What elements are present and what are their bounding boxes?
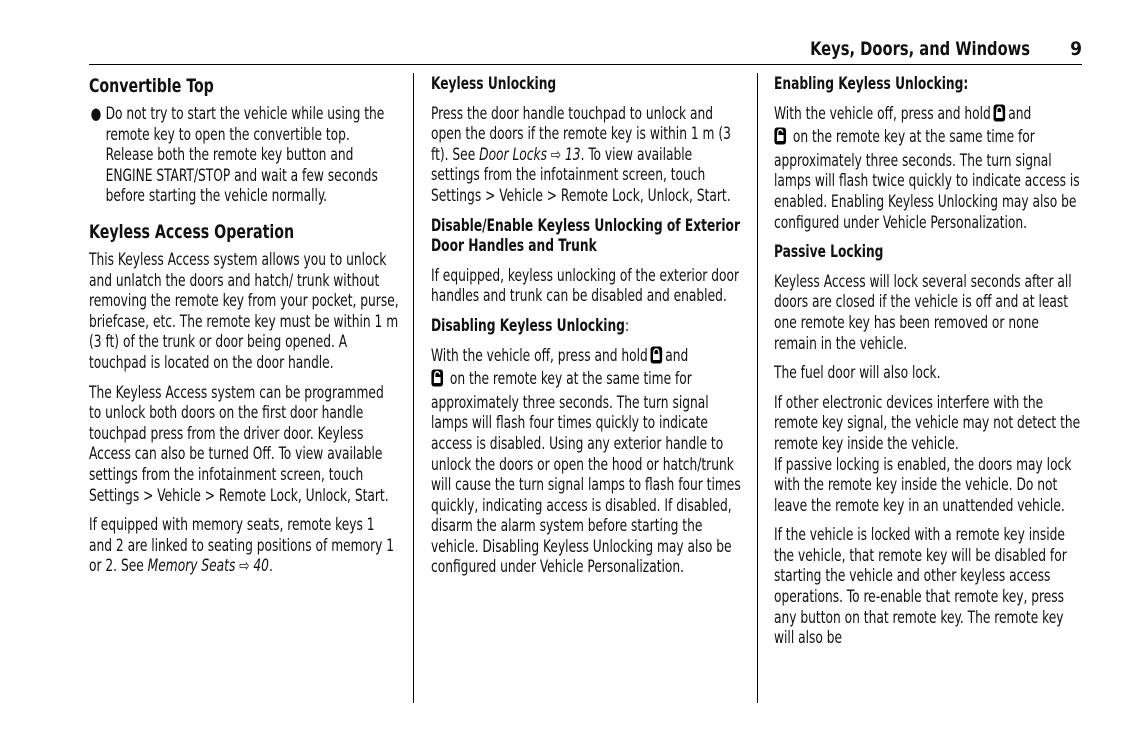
lock-icon — [993, 104, 1005, 128]
unlock-icon — [431, 369, 443, 393]
convertible-top-heading: Convertible Top — [89, 75, 214, 97]
bullet-icon: ● — [90, 104, 102, 123]
lock-icon — [650, 346, 662, 370]
paragraph: If other electronic devices interfere with the remote key signal, the vehicle may not detect the remote key inside the vehicle. If passive locking is enabled, the doors may lock with the remote key inside the vehicle. Do not leave the remote key in an unattended vehicle. — [774, 392, 1081, 515]
paragraph: With the vehicle off, press and hold and on the remote key at the same time for approximately three seconds. The turn signal lamps will flash four times quickly to indicate access is disabled. Using any exterior handle to unlock the doors or open the hood or hatch/trunk will cause the turn signal lamps to flash four times quickly, indicating access is disabled. If disabled, disarm the alarm system before starting the vehicle. Disabling Keyless Unlocking may also be configured under Vehicle Personalization. — [431, 345, 741, 577]
paragraph: If equipped with memory seats, remote keys 1 and 2 are linked to seating positions of memory 1 or 2. See Memory Seats ⇨ 40. — [89, 515, 395, 576]
disabling-label: Disabling Keyless Unlocking: — [431, 315, 630, 335]
section-title: Keys, Doors, and Windows — [810, 38, 1030, 60]
paragraph: With the vehicle off, press and hold and on the remote key at the same time for approximately three seconds. The turn signal lamps will flash twice quickly to indicate access is enabled. Enabling Keyless Unlocking may also be configured under Vehicle Personalization. — [774, 103, 1080, 232]
enabling-label: Enabling Keyless Unlocking: — [774, 74, 969, 93]
paragraph: Keyless Access will lock several seconds after all doors are closed if the vehicle is off and at least one remote key has been removed or none remain in the vehicle. — [774, 271, 1072, 353]
column-right — [774, 74, 1123, 658]
page-ref-number[interactable]: 13 — [564, 144, 581, 164]
paragraph: If the vehicle is locked with a remote key inside the vehicle, that remote key will be disabled for starting the vehicle and other keyless access operations. To re-enable that remote key, press any button on that remote key. The remote key will also be — [774, 525, 1067, 648]
page-ref-number[interactable]: 40 — [253, 556, 269, 576]
column-middle — [431, 74, 805, 587]
paragraph: If equipped, keyless unlocking of the exterior door handles and trunk can be disabled and enabled. — [431, 265, 739, 306]
keyless-access-heading: Keyless Access Operation — [89, 220, 295, 243]
keyless-unlocking-heading: Keyless Unlocking — [431, 74, 557, 93]
bullet-item — [89, 104, 399, 207]
paragraph: This Keyless Access system allows you to unlock and unlatch the doors and hatch/ trunk without removing the remote key from your pocket, purse, briefcase, etc. The remote key must be within 1 m (3 ft) of the trunk or door being opened. A touchpad is located on the door handle. — [89, 249, 399, 372]
door-locks-link[interactable]: Door Locks — [479, 144, 547, 164]
passive-locking-heading: Passive Locking — [774, 242, 884, 262]
page-ref-arrow-icon: ⇨ — [550, 144, 562, 164]
paragraph: Press the door handle touchpad to unlock and open the doors if the remote key is within 1 m (3 ft). See Door Locks ⇨ 13. To view available settings from the infotainment screen, touch Settings > Vehicle > Remote Lock, Unlock, Start. — [431, 103, 731, 205]
column-left — [89, 74, 463, 586]
disable-enable-heading: Disable/Enable Keyless Unlocking of Exterior Door Handles and Trunk — [431, 215, 740, 256]
header-rule — [89, 64, 1082, 65]
paragraph: The Keyless Access system can be programmed to unlock both doors on the first door handle touchpad press from the driver door. Keyless Access can also be turned Off. To view available settings from the infotainment screen, touch Settings > Vehicle > Remote Lock, Unlock, Start. — [89, 382, 389, 505]
paragraph: The fuel door will also lock. — [774, 363, 941, 383]
unlock-icon — [774, 127, 786, 151]
page-ref-arrow-icon: ⇨ — [239, 556, 250, 576]
memory-seats-link[interactable]: Memory Seats — [147, 556, 236, 576]
page-number: 9 — [1070, 38, 1082, 60]
bullet-text: Do not try to start the vehicle while using the remote key to open the convertible top. Release both the remote key button and ENGINE START/STOP and wait a few seconds before starting the vehicle normally. — [105, 104, 385, 206]
